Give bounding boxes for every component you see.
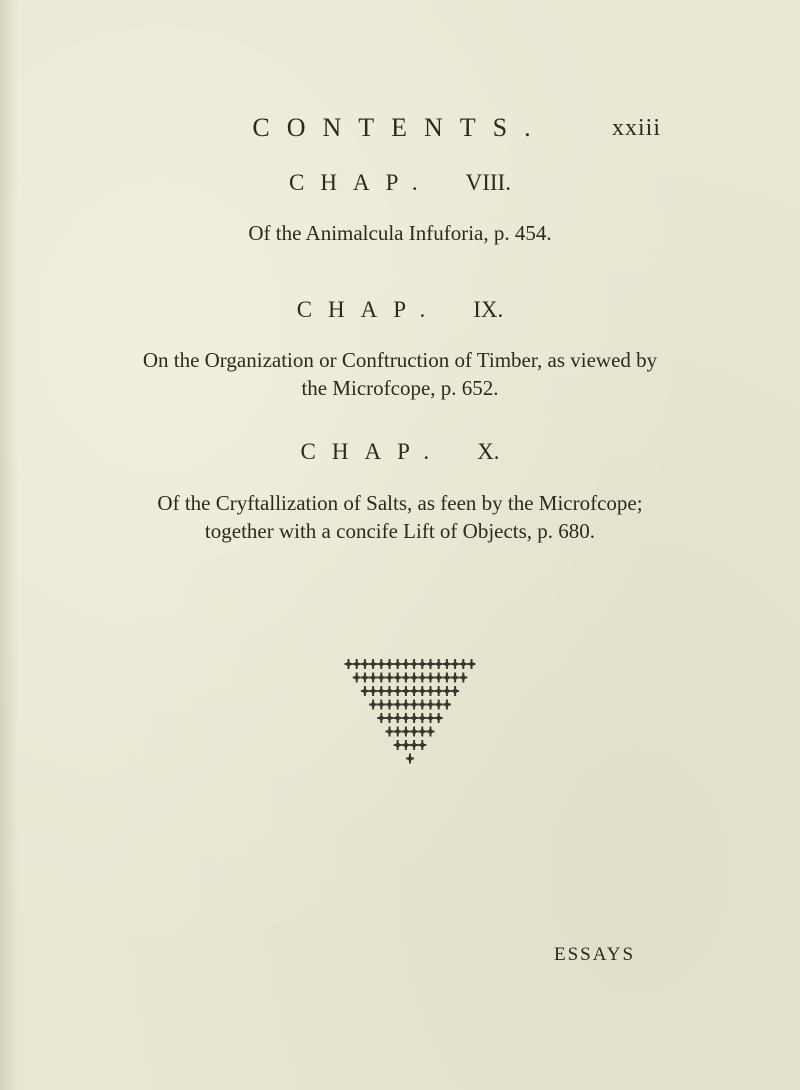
ornament-flower [394, 673, 402, 683]
ornament-flower [394, 659, 402, 669]
entry-line: Of the Cryftallization of Salts, as feen by the Microfcope; [157, 491, 643, 515]
ornament-flower [435, 673, 443, 683]
ornament-flower [377, 686, 385, 696]
ornament-flower [427, 673, 435, 683]
ornament-flower [418, 659, 426, 669]
ornament-flower [361, 659, 369, 669]
ornament-flower [377, 713, 385, 723]
page-number: xxiii [612, 115, 662, 141]
ornament-flower [418, 740, 426, 750]
ornament-flower [369, 673, 377, 683]
ornament-flower [402, 727, 410, 737]
chapter-entry-viii [0, 219, 800, 247]
ornament-flower [443, 700, 451, 710]
ornament-flower [402, 673, 410, 683]
chapter-number: IX. [473, 297, 504, 322]
ornament-flower [386, 673, 394, 683]
ornament-flower [451, 686, 459, 696]
ornament-flower [451, 673, 459, 683]
ornament-flower [386, 727, 394, 737]
entry-line: the Microfcope, p. 652. [301, 376, 499, 400]
chapter-heading-x [0, 439, 800, 465]
running-head [0, 113, 800, 147]
ornament-flower [394, 686, 402, 696]
ornament-flower [410, 673, 418, 683]
ornament-flower [377, 700, 385, 710]
ornament-flower [406, 754, 414, 764]
ornament-flower [410, 659, 418, 669]
chapter-number: X. [477, 439, 500, 464]
ornament-flower [435, 713, 443, 723]
contents-title: CONTENTS. [252, 113, 548, 142]
ornament-flower [435, 700, 443, 710]
ornament-flower [459, 659, 467, 669]
ornament-flower [361, 673, 369, 683]
entry-line: Of the Animalcula Infuforia, p. 454. [248, 221, 552, 245]
ornament-flower [459, 673, 467, 683]
entry-line: together with a concife Lift of Objects, p. 680. [204, 519, 596, 543]
entry-line: On the Organization or Conftruction of Timber, as viewed by [142, 348, 658, 372]
ornament-flower [427, 700, 435, 710]
ornament-flower [394, 700, 402, 710]
ornament-flower [418, 700, 426, 710]
ornament-flower [394, 727, 402, 737]
ornament-flower [418, 686, 426, 696]
ornament-flower [443, 686, 451, 696]
ornament-flower [427, 713, 435, 723]
ornament-flower [353, 659, 361, 669]
ornament-flower [386, 659, 394, 669]
chapter-entry-ix [0, 346, 800, 402]
ornament-flower [410, 713, 418, 723]
ornament-flower [386, 686, 394, 696]
ornament-flower [394, 713, 402, 723]
ornament-flower [402, 700, 410, 710]
ornament-flower [402, 659, 410, 669]
ornament-flower [443, 659, 451, 669]
ornament-flower [451, 659, 459, 669]
ornament-flower [345, 659, 353, 669]
chapter-label: CHAP. [289, 170, 434, 195]
ornament-flower [410, 740, 418, 750]
ornament-flower [377, 673, 385, 683]
ornament-flower [402, 713, 410, 723]
ornament-flower [410, 700, 418, 710]
page-edge [0, 0, 18, 1090]
ornament-flower [427, 659, 435, 669]
chapter-entry-x [0, 489, 800, 545]
ornament-flower [427, 727, 435, 737]
tailpiece-ornament [340, 656, 480, 764]
chapter-label: CHAP. [296, 297, 442, 322]
ornament-flower [353, 673, 361, 683]
ornament-flower [369, 659, 377, 669]
ornament-flower [386, 700, 394, 710]
chapter-heading-ix [0, 297, 800, 323]
ornament-flower [418, 673, 426, 683]
ornament-flower [410, 727, 418, 737]
ornament-flower [402, 686, 410, 696]
ornament-flower [410, 686, 418, 696]
chapter-label: CHAP. [300, 439, 446, 464]
ornament-flower [369, 686, 377, 696]
ornament-flower [435, 659, 443, 669]
ornament-flower [418, 727, 426, 737]
ornament-flower [418, 713, 426, 723]
chapter-heading-viii [0, 170, 800, 196]
ornament-flower [443, 673, 451, 683]
ornament-flower [369, 700, 377, 710]
ornament-flower [394, 740, 402, 750]
catchword: ESSAYS [554, 944, 636, 965]
ornament-flower [386, 713, 394, 723]
ornament-flower [377, 659, 385, 669]
ornament-flower [402, 740, 410, 750]
chapter-number: VIII. [465, 170, 511, 195]
ornament-flower [435, 686, 443, 696]
ornament-flower [361, 686, 369, 696]
ornament-flower [427, 686, 435, 696]
ornament-flower [468, 659, 476, 669]
